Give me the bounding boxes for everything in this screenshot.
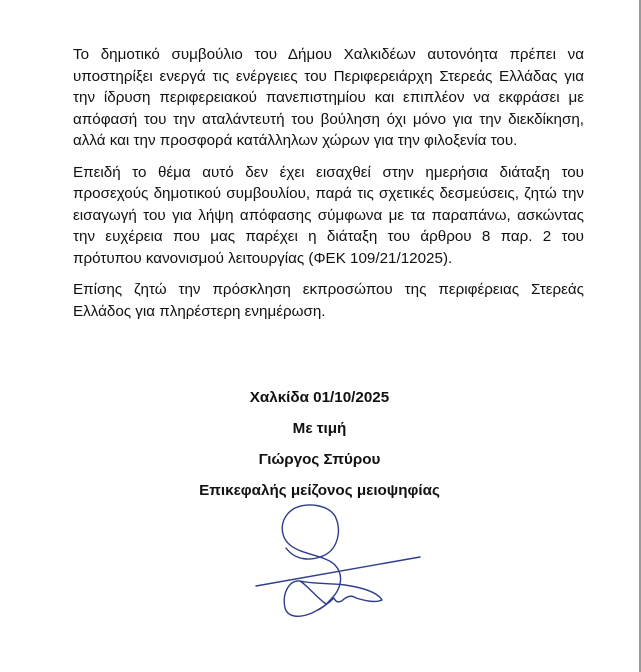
signer-role: Επικεφαλής μείζονος μειοψηφίας bbox=[199, 482, 440, 499]
paragraph-1: Το δημοτικό συμβούλιο του Δήμου Χαλκιδέων αυτονόητα πρέπει να υποστηρίξει ενεργά τις ενέργειες του Περιφερειάρχη Στερεάς Ελλάδας για την ίδρυση περιφερειακού πανεπιστημίου και επιπλέον να εκφράσει με απόφασή του την αταλάντευτή του βούληση όχι μόνο για την διεκδίκηση, αλλά και την προσφορά κατάλληλων χώρων για την φιλοξενία του. bbox=[73, 46, 584, 149]
paragraph-2: Επειδή το θέμα αυτό δεν έχει εισαχθεί στην ημερήσια διάταξη του προσεχούς δημοτικού συμβουλίου, παρά τις σχετικές δεσμεύσεις, ζητώ την εισαγωγή του για λήψη απόφασης σύμφωνα με τα παραπάνω, ασκώντας την ευχέρεια που μας παρέχει η διάταξη του άρθρου 8 παρ. 2 του πρότυπου κανονισμού λειτουργίας (ΦΕΚ 109/21/12025). bbox=[73, 163, 584, 267]
signature-image bbox=[240, 500, 440, 630]
signer-name: Γιώργος Σπύρου bbox=[258, 451, 381, 468]
paragraph-3: Επίσης ζητώ την πρόσκληση εκπροσώπου της περιφέρειας Στερεάς Ελλάδος για πληρέστερη ενημέρωση. bbox=[73, 281, 584, 320]
place-date: Χαλκίδα 01/10/2025 bbox=[249, 389, 390, 406]
letter-body bbox=[73, 44, 584, 332]
signature-stroke-diagonal bbox=[256, 557, 420, 586]
signature-stroke-lower bbox=[284, 581, 382, 616]
salutation: Με τιμή bbox=[292, 420, 347, 437]
signature-stroke-upper bbox=[282, 505, 340, 610]
